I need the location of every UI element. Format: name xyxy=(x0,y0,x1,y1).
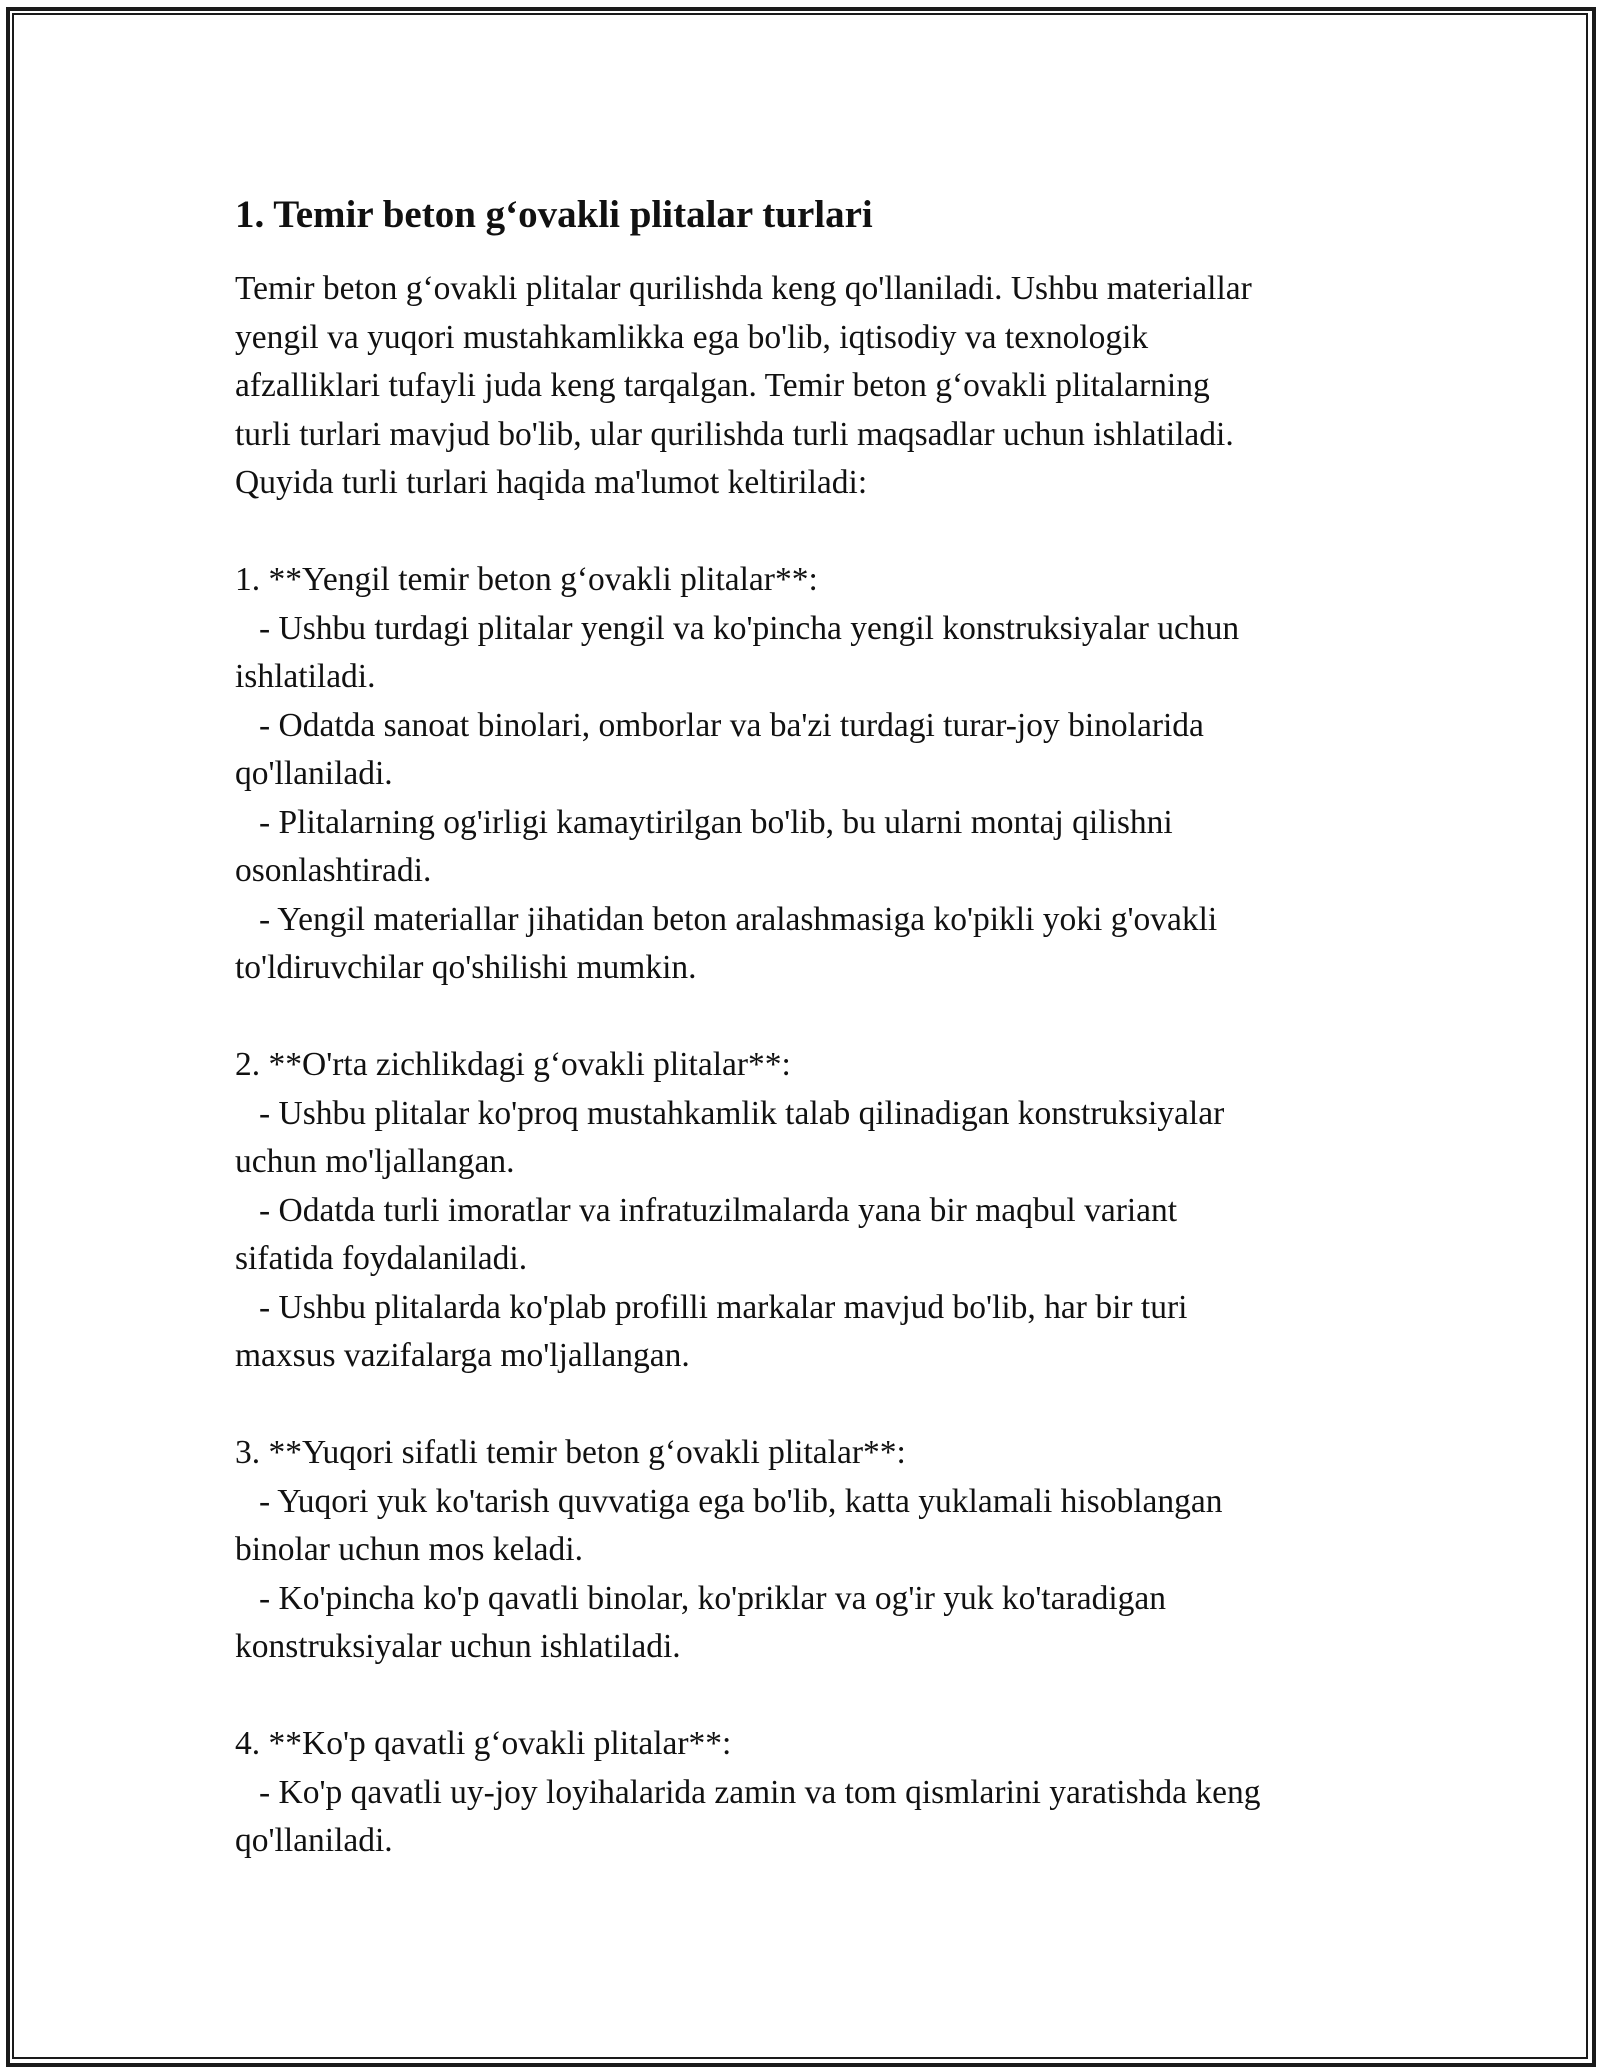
document-body xyxy=(235,185,1375,1866)
bullet-continuation: maxsus vazifalarga mo'ljallangan. xyxy=(235,1337,690,1374)
bullet-line: - Ushbu plitalar ko'proq mustahkamlik talab qilinadigan konstruksiyalar xyxy=(259,1094,1225,1132)
bullet-continuation: uchun mo'ljallangan. xyxy=(235,1143,515,1180)
bullet-continuation: osonlashtiradi. xyxy=(235,852,432,889)
intro-line: turli turlari mavjud bo'lib, ular qurilishda turli maqsadlar uchun ishlatiladi. xyxy=(235,415,1234,453)
bullet-continuation: sifatida foydalaniladi. xyxy=(235,1240,528,1277)
spacer xyxy=(235,1672,1375,1721)
section-4 xyxy=(235,1720,1375,1866)
document-title: 1. Temir beton g‘ovakli plitalar turlari xyxy=(235,193,873,236)
bullet-line: - Ko'pincha ko'p qavatli binolar, ko'priklar va og'ir yuk ko'taradigan xyxy=(259,1579,1167,1617)
bullet-continuation: to'ldiruvchilar qo'shilishi mumkin. xyxy=(235,949,697,986)
section-1 xyxy=(235,556,1375,993)
bullet-line: - Odatda turli imoratlar va infratuzilmalarda yana bir maqbul variant xyxy=(259,1191,1178,1229)
spacer xyxy=(235,1381,1375,1430)
intro-line: Quyida turli turlari haqida ma'lumot keltiriladi: xyxy=(235,464,868,501)
bullet-line: - Ushbu plitalarda ko'plab profilli markalar mavjud bo'lib, har bir turi xyxy=(259,1288,1188,1326)
intro-paragraph xyxy=(235,265,1375,508)
bullet-continuation: ishlatiladi. xyxy=(235,658,376,695)
spacer xyxy=(235,993,1375,1042)
section-heading: 4. **Ko'p qavatli g‘ovakli plitalar**: xyxy=(235,1725,732,1762)
section-heading: 2. **O'rta zichlikdagi g‘ovakli plitalar**: xyxy=(235,1046,791,1083)
bullet-continuation: qo'llaniladi. xyxy=(235,1822,393,1859)
bullet-line: - Odatda sanoat binolari, omborlar va ba'zi turdagi turar-joy binolarida xyxy=(259,706,1204,744)
bullet-continuation: konstruksiyalar uchun ishlatiladi. xyxy=(235,1628,681,1665)
bullet-line: - Ushbu turdagi plitalar yengil va ko'pincha yengil konstruksiyalar uchun xyxy=(259,609,1240,647)
bullet-line: - Ko'p qavatli uy-joy loyihalarida zamin va tom qismlarini yaratishda keng xyxy=(259,1773,1261,1811)
section-3 xyxy=(235,1429,1375,1672)
section-heading: 1. **Yengil temir beton g‘ovakli plitalar**: xyxy=(235,561,818,598)
bullet-line: - Yengil materiallar jihatidan beton aralashmasiga ko'pikli yoki g'ovakli xyxy=(259,900,1218,938)
bullet-line: - Yuqori yuk ko'tarish quvvatiga ega bo'lib, katta yuklamali hisoblangan xyxy=(259,1482,1223,1520)
section-heading: 3. **Yuqori sifatli temir beton g‘ovakli plitalar**: xyxy=(235,1434,906,1471)
intro-line: yengil va yuqori mustahkamlikka ega bo'lib, iqtisodiy va texnologik xyxy=(235,318,1149,356)
intro-line: afzalliklari tufayli juda keng tarqalgan. Temir beton g‘ovakli plitalarning xyxy=(235,367,1210,404)
bullet-continuation: binolar uchun mos keladi. xyxy=(235,1531,583,1568)
bullet-line: - Plitalarning og'irligi kamaytirilgan bo'lib, bu ularni montaj qilishni xyxy=(259,803,1173,841)
spacer xyxy=(235,508,1375,557)
section-2 xyxy=(235,1041,1375,1381)
bullet-continuation: qo'llaniladi. xyxy=(235,755,393,792)
intro-line: Temir beton g‘ovakli plitalar qurilishda keng qo'llaniladi. Ushbu materiallar xyxy=(235,270,1252,307)
